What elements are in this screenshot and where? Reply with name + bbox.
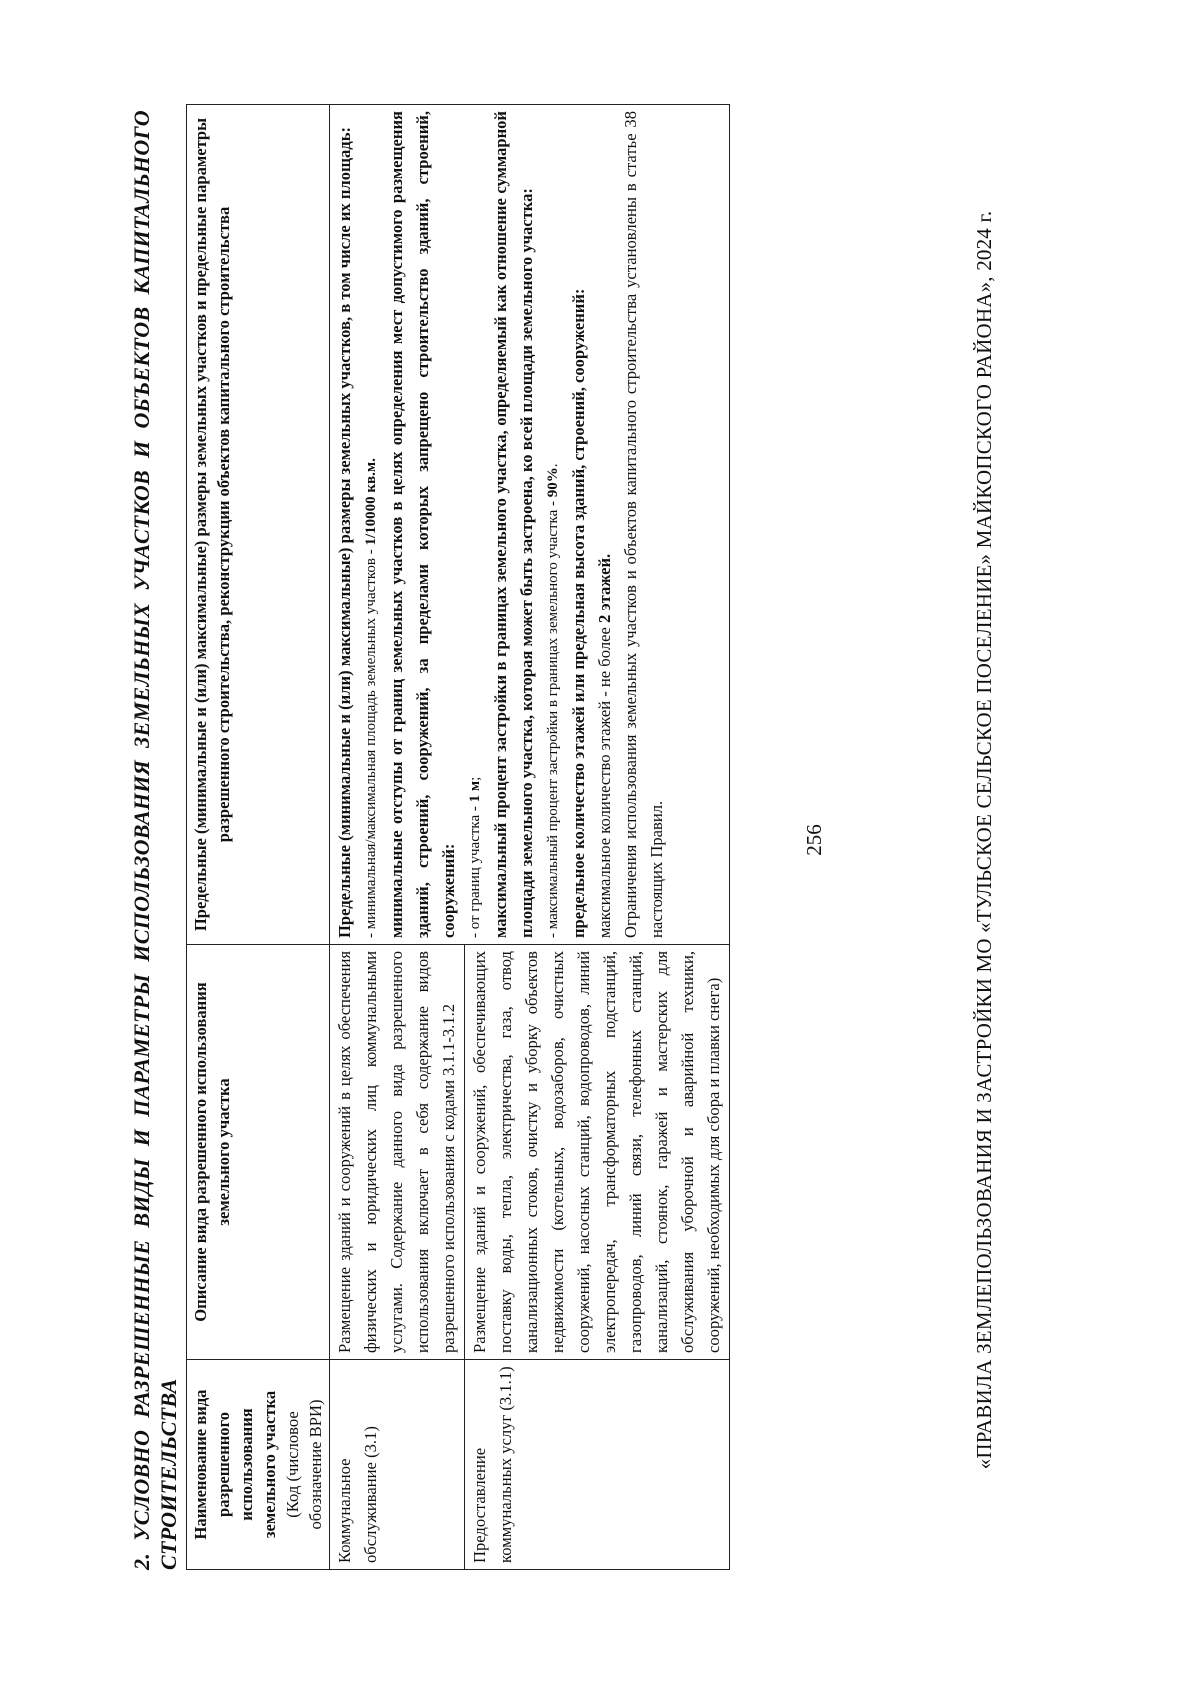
param-setback-value: - от границ участка - 1 м; — [467, 776, 483, 938]
header-name-note: (Код (числовое обозначение ВРИ) — [283, 1399, 325, 1530]
page-footer: «ПРАВИЛА ЗЕМЛЕПОЛЬЗОВАНИЯ И ЗАСТРОЙКИ МО «ТУЛЬСКОЕ СЕЛЬСКОЕ ПОСЕЛЕНИЕ» МАЙКОПСКОГО РАЙОНА», 2024 г. — [972, 210, 996, 1470]
header-description: Описание вида разрешенного использования земельного участка — [187, 945, 330, 1360]
regulations-table — [186, 104, 730, 1570]
param-area-heading: Предельные (минимальные и (или) максимальные) размеры земельных участков, в том числе их площадь: — [335, 126, 354, 938]
rotated-page — [130, 100, 1020, 1580]
param-floors-heading: предельное количество этажей или предельная высота зданий, строений, сооружений: — [569, 288, 588, 938]
param-floors-value: максимальное количество этажей - не более 2 этажей. — [595, 553, 614, 938]
row-name: Коммунальное обслуживание (3.1) — [330, 1360, 465, 1570]
param-restrictions: Ограничения использования земельных участков и объектов капитального строительства установлены в статье 38 настоящих Правил. — [621, 111, 666, 938]
param-area-value: - минимальная/максимальная площадь земельных участков - 1/10000 кв.м. — [363, 458, 379, 938]
table-row — [330, 105, 465, 1570]
row-parameters — [330, 105, 730, 945]
table-header-row — [187, 105, 330, 1570]
page-number: 256 — [802, 824, 826, 856]
header-name — [187, 1360, 330, 1570]
param-setback-heading: минимальные отступы от границ земельных участков в целях определения мест допустимого размещения зданий, строений, сооружений, за пределами которых запрещено строительство зданий, строений, сооружений: — [387, 111, 458, 938]
param-coverage-value: - максимальный процент застройки в границах земельного участка - 90%. — [545, 463, 561, 938]
param-coverage-heading: максимальный процент застройки в границах земельного участка, определяемый как отношение суммарной площади земельного участка, которая может быть застроена, ко всей площади земельного участка: — [491, 111, 536, 938]
section-title: 2. УСЛОВНО РАЗРЕШЕННЫЕ ВИДЫ И ПАРАМЕТРЫ ИСПОЛЬЗОВАНИЯ ЗЕМЕЛЬНЫХ УЧАСТКОВ И ОБЪЕКТОВ КАПИТАЛЬНОГО СТРОИТЕЛЬСТВА — [129, 110, 181, 1570]
row-description: Размещение зданий и сооружений в целях обеспечения физических и юридических лиц коммунальными услугами. Содержание данного вида разрешенного использования включает в себя содержание видов разрешенного использования с кодами 3.1.1-3.1.2 — [330, 945, 465, 1360]
header-name-label: Наименование вида разрешенного использования земельного участка — [191, 1389, 279, 1540]
row-name: Предоставление коммунальных услуг (3.1.1) — [465, 1360, 730, 1570]
header-parameters: Предельные (минимальные и (или) максимальные) размеры земельных участков и предельные параметры разрешенного строительства, реконструкции объектов капитального строительства — [187, 105, 330, 945]
row-description: Размещение зданий и сооружений, обеспечивающих поставку воды, тепла, электричества, газа, отвод канализационных стоков, очистку и уборку объектов недвижимости (котельных, водозаборов, очистных сооружений, насосных станций, водопроводов, линий электропередач, трансформаторных подстанций, газопроводов, линий связи, телефонных станций, канализаций, стоянок, гаражей и мастерских для обслуживания уборочной и аварийной техники, сооружений, необходимых для сбора и плавки снега) — [465, 945, 730, 1360]
